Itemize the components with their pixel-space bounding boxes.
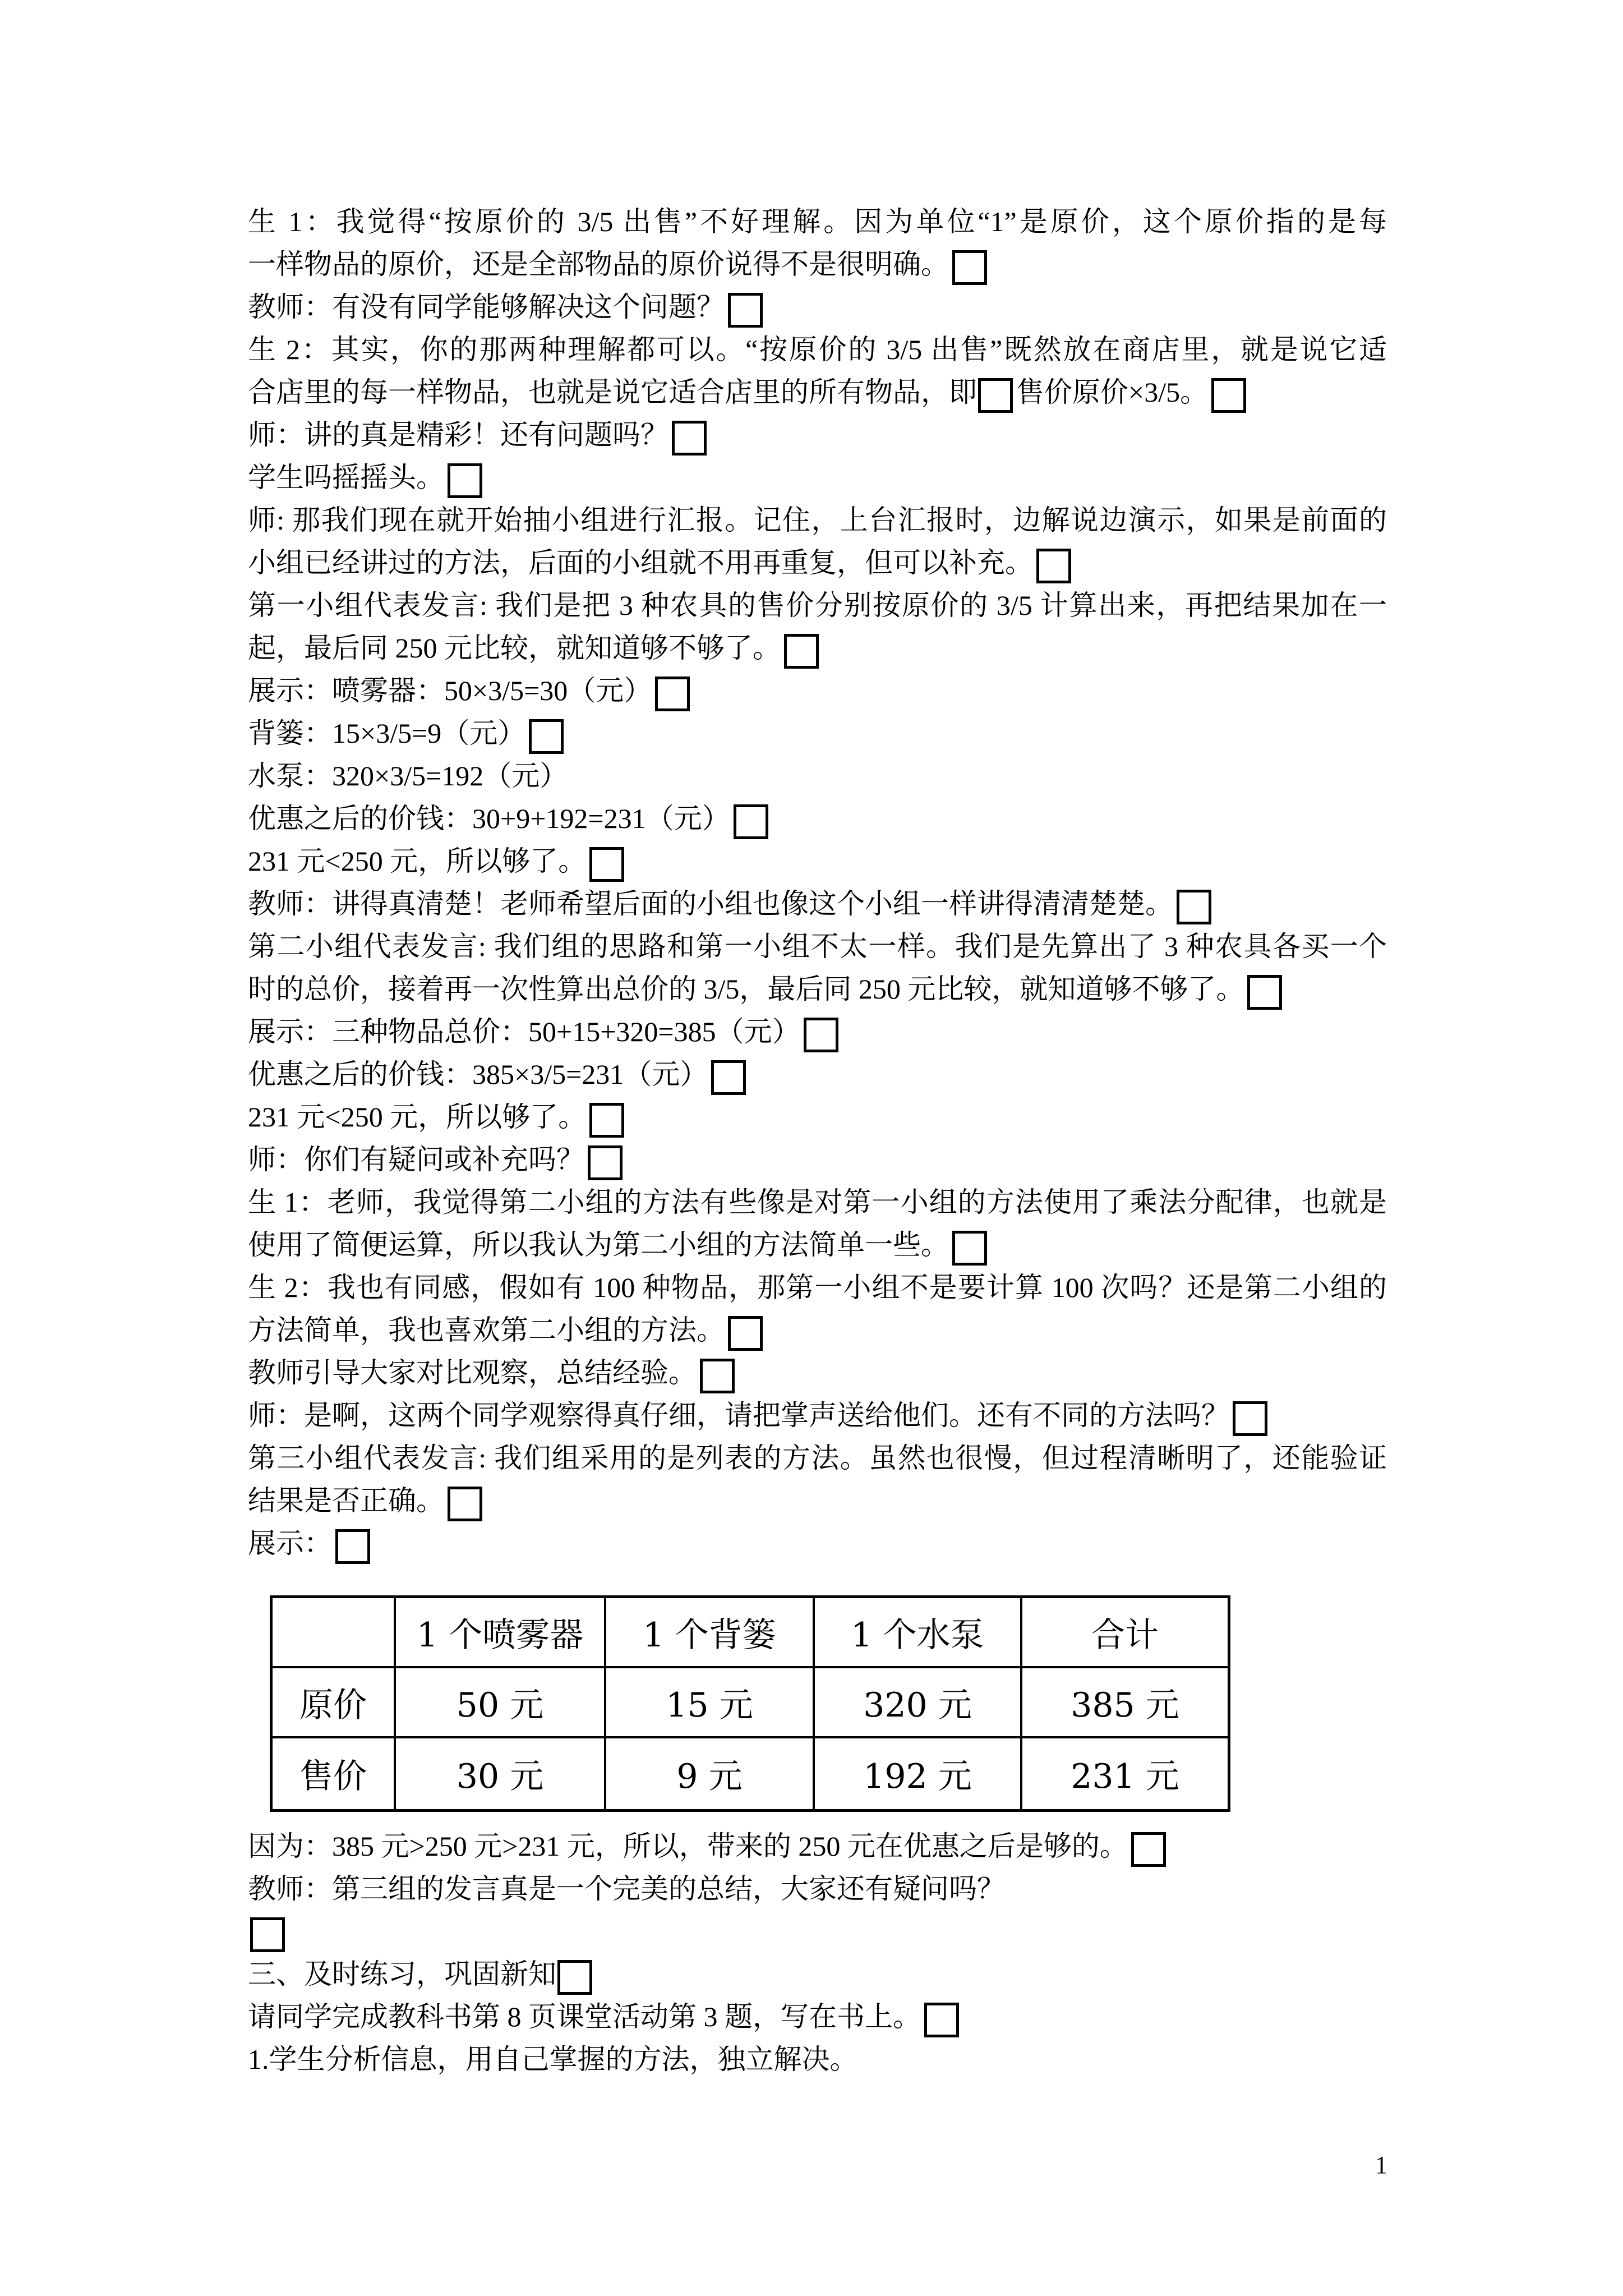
text-line bbox=[248, 1010, 1387, 1053]
answer-box bbox=[734, 804, 768, 839]
line-text: 方法简单，我也喜欢第二小组的方法。 bbox=[248, 1314, 725, 1346]
text-line bbox=[248, 1138, 1387, 1181]
answer-box bbox=[728, 1316, 763, 1351]
answer-box bbox=[700, 1359, 735, 1393]
answer-box bbox=[952, 1231, 987, 1266]
text-line bbox=[248, 1910, 1387, 1953]
text-line bbox=[248, 1394, 1387, 1437]
answer-box bbox=[924, 2003, 959, 2037]
text-line bbox=[248, 413, 1387, 456]
answer-box bbox=[557, 1960, 592, 1995]
text-line bbox=[248, 712, 1387, 754]
table-corner-cell bbox=[271, 1597, 395, 1668]
line-text: 水泵：320×3/5=192（元） bbox=[248, 760, 568, 792]
answer-box bbox=[952, 250, 987, 285]
text-line bbox=[248, 328, 1387, 371]
text-block-before-table bbox=[248, 200, 1387, 1565]
line-text: 生 2：其实，你的那两种理解都可以。“按原价的 3/5 出售”既然放在商店里，就是说它适 bbox=[248, 334, 1387, 365]
answer-box bbox=[1211, 378, 1246, 413]
text-line bbox=[248, 627, 1387, 669]
table-cell: 50 元 bbox=[395, 1667, 605, 1737]
row-label: 售价 bbox=[271, 1737, 395, 1811]
line-text: 教师：讲得真清楚！老师希望后面的小组也像这个小组一样讲得清清楚楚。 bbox=[248, 888, 1173, 919]
answer-box bbox=[1036, 549, 1071, 583]
answer-box bbox=[672, 421, 707, 455]
text-line bbox=[248, 1995, 1387, 2038]
table-cell: 231 元 bbox=[1021, 1737, 1229, 1811]
text-line bbox=[248, 1825, 1387, 1867]
line-text: 展示：喷雾器：50×3/5=30（元） bbox=[248, 675, 652, 706]
line-text: 展示： bbox=[248, 1527, 332, 1559]
line-text: 231 元<250 元，所以够了。 bbox=[248, 1101, 587, 1133]
line-text: 时的总价，接着再一次性算出总价的 3/5，最后同 250 元比较，就知道够不够了。 bbox=[248, 973, 1244, 1005]
line-text: 1.学生分析信息，用自己掌握的方法，独立解决。 bbox=[248, 2044, 858, 2075]
table-header-row bbox=[271, 1597, 1229, 1668]
answer-box bbox=[589, 847, 624, 882]
text-line bbox=[248, 541, 1387, 584]
line-text: 生 2：我也有同感，假如有 100 种物品，那第一小组不是要计算 100 次吗？还是第二小组的 bbox=[248, 1272, 1387, 1303]
table-header-cell: 合计 bbox=[1021, 1597, 1229, 1668]
answer-box bbox=[250, 1917, 285, 1952]
line-text: 教师引导大家对比观察，总结经验。 bbox=[248, 1357, 697, 1388]
line-text: 小组已经讲过的方法，后面的小组就不用再重复，但可以补充。 bbox=[248, 547, 1033, 578]
answer-box bbox=[728, 293, 763, 328]
text-line bbox=[248, 797, 1387, 840]
text-line bbox=[248, 243, 1387, 286]
text-block-after-table bbox=[248, 1825, 1387, 2081]
line-text: 请同学完成教科书第 8 页课堂活动第 3 题，写在书上。 bbox=[248, 2001, 921, 2032]
text-line bbox=[248, 1053, 1387, 1096]
line-text: 生 1：我觉得“按原价的 3/5 出售”不好理解。因为单位“1”是原价，这个原价指的是每 bbox=[248, 206, 1387, 237]
line-text: 优惠之后的价钱：30+9+192=231（元） bbox=[248, 803, 730, 834]
text-line bbox=[248, 1096, 1387, 1138]
text-line bbox=[248, 1223, 1387, 1266]
table-header-cell: 1 个水泵 bbox=[814, 1597, 1021, 1668]
line-text: 一样物品的原价，还是全部物品的原价说得不是很明确。 bbox=[248, 249, 949, 280]
text-line bbox=[248, 1867, 1387, 1910]
text-line bbox=[248, 1181, 1387, 1223]
text-line bbox=[248, 200, 1387, 243]
answer-box bbox=[1233, 1401, 1267, 1436]
line-text: 使用了简便运算，所以我认为第二小组的方法简单一些。 bbox=[248, 1229, 949, 1260]
text-line bbox=[248, 669, 1387, 712]
table-cell: 15 元 bbox=[605, 1667, 814, 1737]
line-text: 第三小组代表发言: 我们组采用的是列表的方法。虽然也很慢，但过程清晰明了，还能验证 bbox=[248, 1442, 1387, 1474]
line-text: 生 1：老师，我觉得第二小组的方法有些像是对第一小组的方法使用了乘法分配律，也就是 bbox=[248, 1186, 1387, 1218]
text-line bbox=[248, 925, 1387, 968]
answer-box bbox=[1247, 975, 1282, 1010]
text-line bbox=[248, 1309, 1387, 1351]
answer-box bbox=[804, 1018, 838, 1052]
line-text: 师：讲的真是精彩！还有问题吗？ bbox=[248, 419, 668, 450]
answer-box bbox=[1131, 1832, 1166, 1867]
text-line bbox=[248, 968, 1387, 1010]
line-text: 第一小组代表发言: 我们是把 3 种农具的售价分别按原价的 3/5 计算出来，再把结果加在一 bbox=[248, 590, 1387, 621]
table-header-cell: 1 个背篓 bbox=[605, 1597, 814, 1668]
line-text: 因为：385 元>250 元>231 元，所以，带来的 250 元在优惠之后是够的。 bbox=[248, 1830, 1128, 1862]
line-text: 优惠之后的价钱：385×3/5=231（元） bbox=[248, 1059, 708, 1090]
text-line bbox=[248, 584, 1387, 627]
row-label: 原价 bbox=[271, 1667, 395, 1737]
text-line bbox=[248, 1522, 1387, 1565]
line-text: 师: 那我们现在就开始抽小组进行汇报。记住，上台汇报时，边解说边演示，如果是前面的 bbox=[248, 504, 1387, 536]
text-line bbox=[248, 1266, 1387, 1309]
answer-box bbox=[655, 677, 690, 711]
line-text: 起，最后同 250 元比较，就知道够不够了。 bbox=[248, 632, 781, 664]
answer-box bbox=[589, 1103, 624, 1138]
page-number: 1 bbox=[1375, 2151, 1387, 2179]
line-text: 第二小组代表发言: 我们组的思路和第一小组不太一样。我们是先算出了 3 种农具各买一个 bbox=[248, 931, 1387, 962]
answer-box bbox=[711, 1060, 746, 1095]
line-text: 三、及时练习，巩固新知 bbox=[248, 1958, 556, 1990]
line-text: 售价原价×3/5。 bbox=[1016, 376, 1209, 408]
line-text: 师：是啊，这两个同学观察得真仔细，请把掌声送给他们。还有不同的方法吗？ bbox=[248, 1400, 1229, 1431]
text-line bbox=[248, 2038, 1387, 2081]
table-cell: 30 元 bbox=[395, 1737, 605, 1811]
line-text: 231 元<250 元，所以够了。 bbox=[248, 845, 587, 877]
text-line bbox=[248, 1479, 1387, 1522]
table-row bbox=[271, 1737, 1229, 1811]
answer-box bbox=[529, 719, 564, 754]
text-line bbox=[248, 840, 1387, 882]
line-text: 教师：有没有同学能够解决这个问题？ bbox=[248, 291, 725, 323]
line-text: 背篓：15×3/5=9（元） bbox=[248, 717, 526, 749]
price-table bbox=[270, 1595, 1230, 1812]
text-line bbox=[248, 286, 1387, 328]
table-cell: 192 元 bbox=[814, 1737, 1021, 1811]
answer-box bbox=[1177, 890, 1211, 924]
answer-box bbox=[978, 378, 1013, 413]
text-line bbox=[248, 456, 1387, 499]
text-line bbox=[248, 754, 1387, 797]
table-cell: 385 元 bbox=[1021, 1667, 1229, 1737]
line-text: 结果是否正确。 bbox=[248, 1485, 444, 1516]
answer-box bbox=[448, 463, 482, 498]
line-text: 学生吗摇摇头。 bbox=[248, 462, 444, 493]
answer-box bbox=[448, 1487, 482, 1521]
text-line bbox=[248, 882, 1387, 925]
table-cell: 9 元 bbox=[605, 1737, 814, 1811]
line-text: 教师：第三组的发言真是一个完美的总结，大家还有疑问吗？ bbox=[248, 1873, 1005, 1904]
text-line bbox=[248, 1351, 1387, 1394]
table-header-cell: 1 个喷雾器 bbox=[395, 1597, 605, 1668]
text-line bbox=[248, 1437, 1387, 1479]
section-heading bbox=[248, 1953, 1387, 1995]
line-text: 合店里的每一样物品，也就是说它适合店里的所有物品，即 bbox=[248, 376, 977, 408]
line-text: 师：你们有疑问或补充吗？ bbox=[248, 1144, 584, 1175]
table-row bbox=[271, 1667, 1229, 1737]
text-line bbox=[248, 499, 1387, 541]
answer-box bbox=[335, 1529, 370, 1564]
answer-box bbox=[784, 634, 819, 669]
line-text: 展示：三种物品总价：50+15+320=385（元） bbox=[248, 1016, 800, 1047]
table-cell: 320 元 bbox=[814, 1667, 1021, 1737]
text-line bbox=[248, 371, 1387, 413]
answer-box bbox=[588, 1145, 623, 1180]
